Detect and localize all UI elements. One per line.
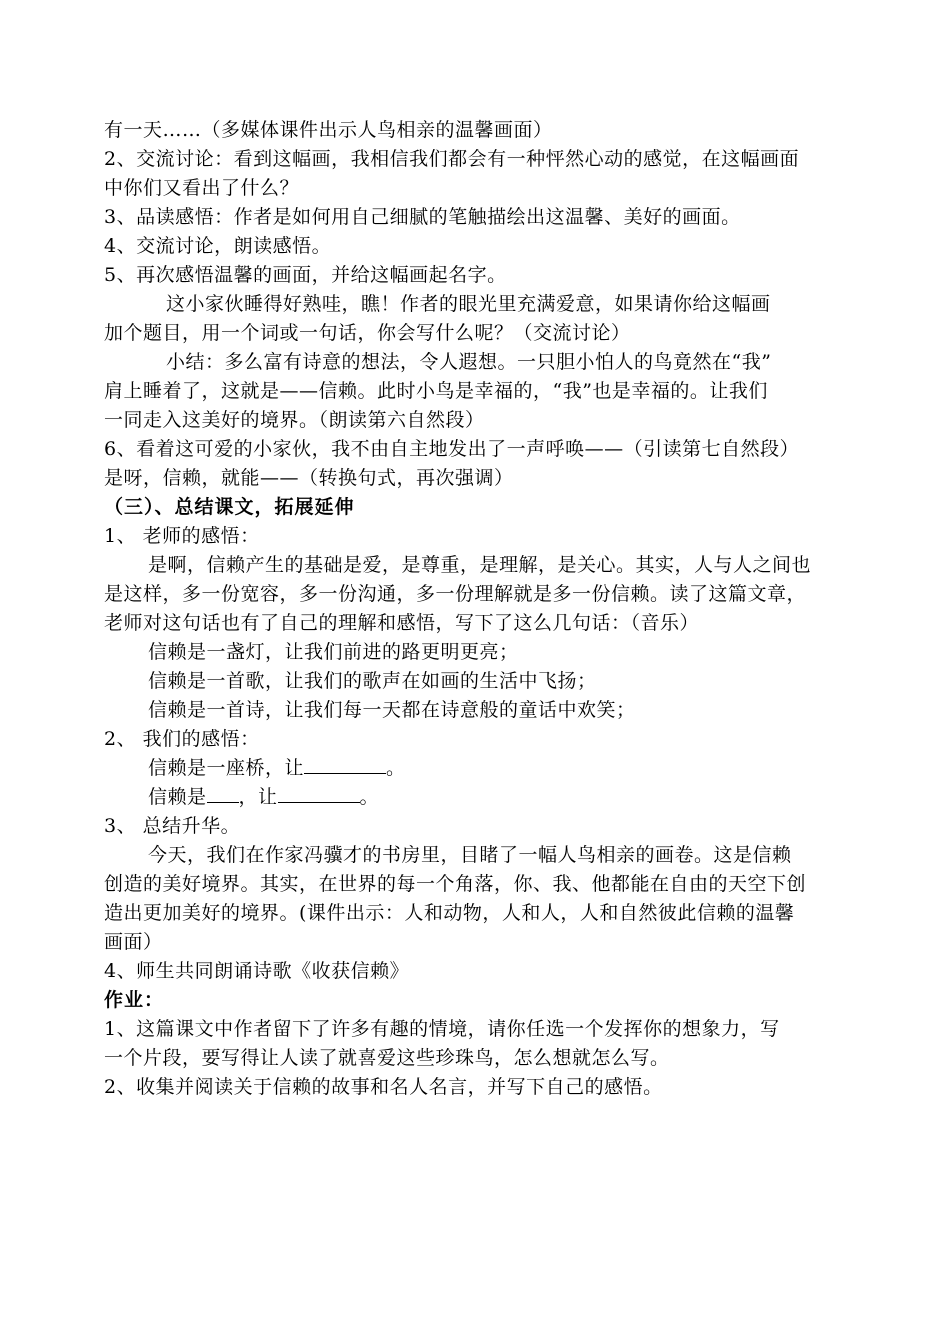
text-line: 老师对这句话也有了自己的理解和感悟，写下了这么几句话：（音乐）: [104, 612, 700, 634]
text-line: 一个片段，要写得让人读了就喜爱这些珍珠鸟，怎么想就怎么写。: [104, 1047, 670, 1069]
section-heading: （三）、总结课文，拓展延伸: [104, 496, 355, 518]
text-line: 6、看着这可爱的小家伙，我不由自主地发出了一声呼唤——（引读第七自然段）: [104, 438, 800, 460]
text-line: 3、品读感悟：作者是如何用自己细腻的笔触描绘出这温馨、美好的画面。: [104, 206, 741, 228]
text-line: 是啊，信赖产生的基础是爱，是尊重，是理解，是关心。其实，人与人之间也: [148, 554, 812, 576]
fill-in-blank[interactable]: [304, 755, 386, 774]
text-line: 5、再次感悟温馨的画面，并给这幅画起名字。: [104, 264, 507, 286]
text-line: 1、 老师的感悟：: [104, 525, 260, 547]
text-line: 是这样，多一份宽容，多一份沟通，多一份理解就是多一份信赖。读了这篇文章，: [104, 583, 807, 605]
text-line: 信赖是一盏灯，让我们前进的路更明更亮；: [148, 641, 519, 663]
text-line: 有一天……（多媒体课件出示人鸟相亲的温馨画面）: [104, 119, 553, 141]
text-line: 小结：多么富有诗意的想法，令人遐想。一只胆小怕人的鸟竟然在“我”: [166, 351, 772, 373]
text-line: 这小家伙睡得好熟哇，瞧！作者的眼光里充满爱意，如果请你给这幅画: [166, 293, 771, 315]
text-line: 信赖是一首歌，让我们的歌声在如画的生活中飞扬；: [148, 670, 597, 692]
text-line: 2、交流讨论：看到这幅画，我相信我们都会有一种怦然心动的感觉，在这幅画面: [104, 148, 800, 170]
text-line: 4、师生共同朗诵诗歌《收获信赖》: [104, 960, 410, 982]
text-line: 4、交流讨论，朗读感悟。: [104, 235, 332, 257]
text-line: 造出更加美好的境界。(课件出示：人和动物，人和人，人和自然彼此信赖的温馨: [104, 902, 795, 924]
document-body: [104, 116, 850, 1102]
fill-in-text: 信赖是: [148, 786, 207, 808]
fill-in-blank[interactable]: [207, 784, 239, 803]
text-line: 1、这篇课文中作者留下了许多有趣的情境，请你任选一个发挥你的想象力，写: [104, 1018, 780, 1040]
text-line: 一同走入这美好的境界。（朗读第六自然段）: [104, 409, 485, 431]
fill-in-blank[interactable]: [278, 784, 360, 803]
text-line: 3、 总结升华。: [104, 815, 241, 837]
text-line: 信赖是一首诗，让我们每一天都在诗意般的童话中欢笑；: [148, 699, 636, 721]
text-line: 今天，我们在作家冯骥才的书房里，目睹了一幅人鸟相亲的画卷。这是信赖: [148, 844, 792, 866]
homework-heading: 作业：: [104, 989, 165, 1011]
fill-in-line: [104, 783, 850, 812]
text-line: 画面）: [104, 931, 163, 953]
fill-in-text: 信赖是一座桥，让: [148, 757, 305, 779]
fill-in-text: 。: [359, 786, 380, 808]
text-line: 加个题目，用一个词或一句话，你会写什么呢？（交流讨论）: [104, 322, 631, 344]
fill-in-line: [104, 754, 850, 783]
text-line: 2、 我们的感悟：: [104, 728, 260, 750]
text-line: 2、收集并阅读关于信赖的故事和名人名言，并写下自己的感悟。: [104, 1076, 663, 1098]
text-line: 是呀，信赖，就能——（转换句式，再次强调）: [104, 467, 514, 489]
fill-in-text: ，让: [238, 786, 278, 808]
text-line: 中你们又看出了什么？: [104, 177, 300, 199]
text-line: 创造的美好境界。其实，在世界的每一个角落，你、我、他都能在自由的天空下创: [104, 873, 807, 895]
fill-in-text: 。: [386, 757, 406, 779]
text-line: 肩上睡着了，这就是——信赖。此时小鸟是幸福的，“我”也是幸福的。让我们: [104, 380, 768, 402]
